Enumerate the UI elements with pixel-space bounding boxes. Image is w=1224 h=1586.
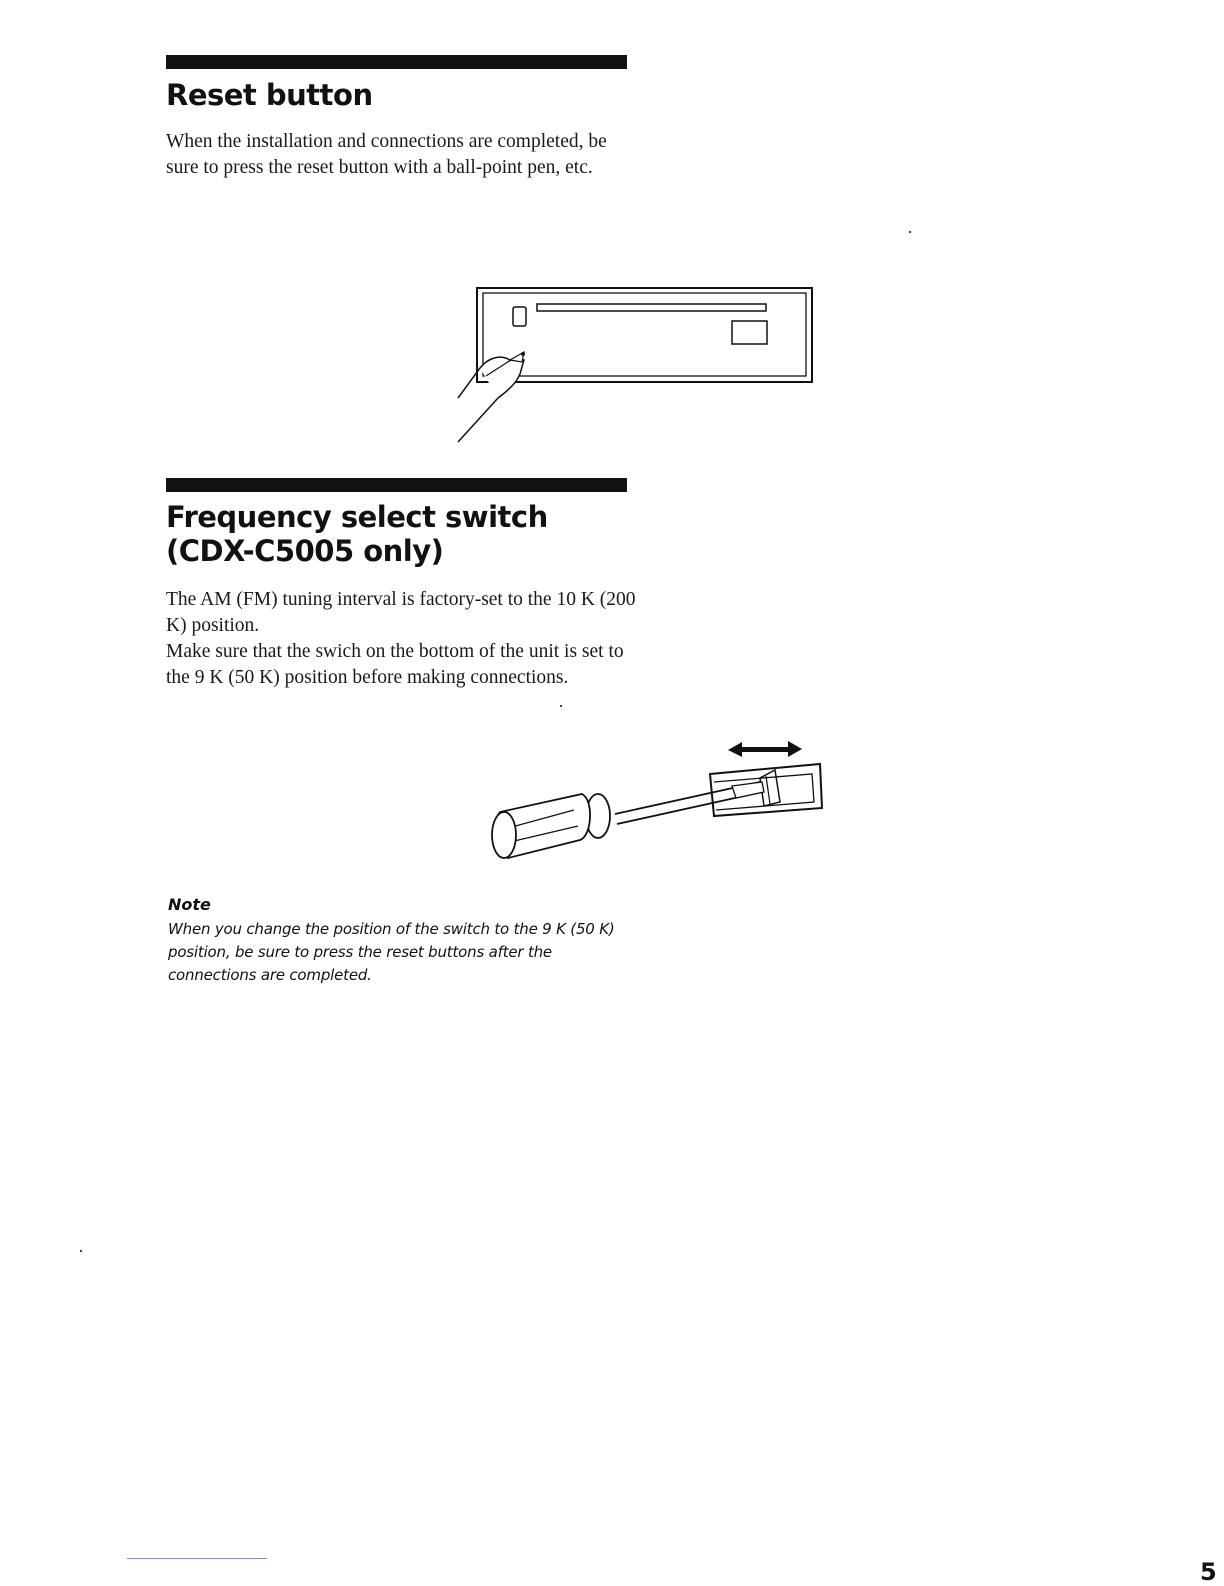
double-arrow-icon [728,741,802,757]
scan-speck [560,705,562,707]
scan-speck [80,1250,82,1252]
section-rule [166,478,627,492]
scan-speck [909,231,911,233]
reset-button-illustration [440,280,830,450]
page-number: 5 [1200,1558,1217,1586]
paragraph: Make sure that the swich on the bottom of the unit is set to the 9 K (50 K) position before making connections. [166,641,624,688]
reset-button-text [166,129,636,181]
paragraph: When the installation and connections are completed, be sure to press the reset button with a ball-point pen, etc. [166,131,607,178]
heading-line: (CDX-C5005 only) [166,534,444,568]
note-title: Note [168,895,211,914]
section-heading-frequency-select-switch [166,500,548,568]
note-text: When you change the position of the switch to the 9 K (50 K) position, be sure to press the reset buttons after the connections are completed. [168,920,615,984]
section-heading-reset-button: Reset button [166,78,373,112]
footer-line [127,1558,267,1559]
heading-line: Frequency select switch [166,500,548,534]
screwdriver-switch-illustration [470,730,840,870]
section-rule [166,55,627,69]
paragraph: The AM (FM) tuning interval is factory-set to the 10 K (200 K) position. [166,589,636,636]
frequency-switch-text [166,587,636,691]
